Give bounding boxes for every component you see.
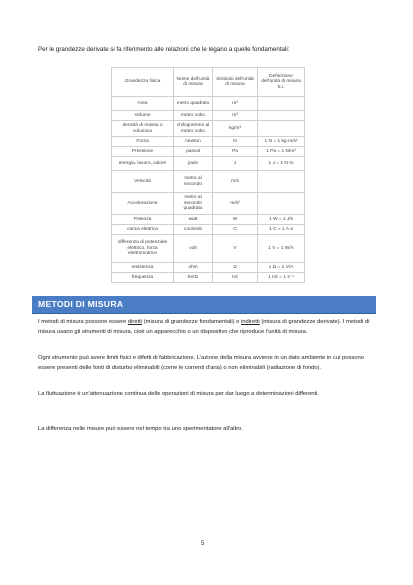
cell-nome: metro cubo (174, 111, 213, 121)
cell-nome: chilogrammo al metro cubo (174, 121, 213, 137)
table-row (112, 225, 305, 235)
section-banner (32, 296, 376, 314)
header-grandezza: Grandezza fisica (112, 68, 174, 97)
term-diretti: diretti (127, 319, 143, 325)
cell-nome: metro quadrato (174, 97, 213, 111)
cell-definizione (258, 97, 305, 111)
cell-definizione: 1 W = 1 J/s (258, 215, 305, 225)
paragraph-fluttuazione: La fluttuazione è un'attenuazione continua delle operazioni di misura per dar luogo a determinazioni differenti. (38, 391, 320, 397)
para1-post: (misura di grandezze derivate). I metodi di misura usano gli strumenti di misura, cioè un apparecchio o un dispositivo che riproduce l'unità di misura. (38, 319, 370, 335)
table-row (112, 193, 305, 215)
table-row (112, 235, 305, 263)
cell-grandezza: energia, lavoro, calore (112, 157, 174, 171)
cell-grandezza: carica elettrica (112, 225, 174, 235)
cell-simbolo: Pa (213, 147, 258, 157)
cell-definizione: 1 Ω = 1 V/A (258, 263, 305, 273)
cell-simbolo: J (213, 157, 258, 171)
cell-definizione: 1 Hz = 1 s⁻¹ (258, 273, 305, 283)
term-indiretti: indiretti (241, 319, 260, 325)
cell-nome: hertz (174, 273, 213, 283)
para1-mid: (misura di grandezze fondamentali) o (142, 319, 242, 325)
cell-simbolo: kg/m³ (213, 121, 258, 137)
cell-definizione (258, 171, 305, 193)
cell-nome: ohm (174, 263, 213, 273)
cell-nome: joule (174, 157, 213, 171)
table-row (112, 263, 305, 273)
cell-simbolo: V (213, 235, 258, 263)
para1-pre: I metodi di misura possono essere (38, 319, 128, 325)
cell-simbolo: m/s (213, 171, 258, 193)
header-nome: Nome dell'unità di misura (174, 68, 213, 97)
cell-definizione (258, 121, 305, 137)
page-number: 5 (201, 541, 205, 547)
cell-definizione: 1 N = 1 kg·m/s² (258, 137, 305, 147)
cell-simbolo: m/s² (213, 193, 258, 215)
cell-grandezza: Area (112, 97, 174, 111)
cell-simbolo: Hz (213, 273, 258, 283)
cell-nome: newton (174, 137, 213, 147)
cell-nome: watt (174, 215, 213, 225)
cell-simbolo: N (213, 137, 258, 147)
table-row (112, 147, 305, 157)
cell-simbolo: W (213, 215, 258, 225)
cell-grandezza: frequenza (112, 273, 174, 283)
cell-definizione: 1 J = 1 N·m (258, 157, 305, 171)
table-row (112, 171, 305, 193)
cell-definizione: 1 Pa = 1 N/m² (258, 147, 305, 157)
cell-grandezza: Potenza (112, 215, 174, 225)
cell-nome: pascal (174, 147, 213, 157)
cell-grandezza: densità di massa o volumica (112, 121, 174, 137)
intro-text: Per le grandezze derivate si fa riferimento alle relazioni che le legano a quelle fondamentali: (38, 46, 290, 53)
cell-simbolo: m³ (213, 111, 258, 121)
cell-simbolo: C (213, 225, 258, 235)
cell-simbolo: m² (213, 97, 258, 111)
cell-definizione: 1 V = 1 W/A (258, 235, 305, 263)
table-row (112, 157, 305, 171)
cell-grandezza: differenza di potenziale elettrico, forza elettromotrice (112, 235, 174, 263)
cell-simbolo: Ω (213, 263, 258, 273)
paragraph-strumenti: Ogni strumento può avere limiti fisici e difetti di fabbricazione. L'azione della misura avviene in un dato ambiente in cui possono essere presenti delle fonti di disturbo eliminabili (come le correnti d'aria) o non eliminabili (radiazione di fondo). (38, 355, 364, 371)
table-row (112, 111, 305, 121)
cell-definizione (258, 193, 305, 215)
cell-definizione: 1 C = 1 A·s (258, 225, 305, 235)
header-definizione: Definizione dell'unità di misura S.I. (258, 68, 305, 97)
paragraph-differenza: La differenza nelle misure può essere nel tempo tra uno sperimentatore all'altro. (38, 426, 243, 432)
cell-grandezza: Forza (112, 137, 174, 147)
cell-nome: volt (174, 235, 213, 263)
cell-grandezza: Accelerazione (112, 193, 174, 215)
cell-grandezza: Pressione (112, 147, 174, 157)
table-header-row (112, 68, 305, 97)
table-row (112, 137, 305, 147)
paragraph-metodi (38, 317, 374, 337)
cell-grandezza: Volume (112, 111, 174, 121)
cell-nome: coulomb (174, 225, 213, 235)
cell-nome: metro al secondo (174, 171, 213, 193)
header-simbolo: Simbolo dell'unità di misura (213, 68, 258, 97)
table-row (112, 215, 305, 225)
cell-grandezza: Velocità (112, 171, 174, 193)
table-row (112, 97, 305, 111)
table-row (112, 121, 305, 137)
units-table (111, 67, 305, 283)
cell-nome: metro al secondo quadrato (174, 193, 213, 215)
section-title: METODI DI MISURA (38, 299, 124, 309)
table-row (112, 273, 305, 283)
cell-grandezza: resistenza (112, 263, 174, 273)
cell-definizione (258, 111, 305, 121)
